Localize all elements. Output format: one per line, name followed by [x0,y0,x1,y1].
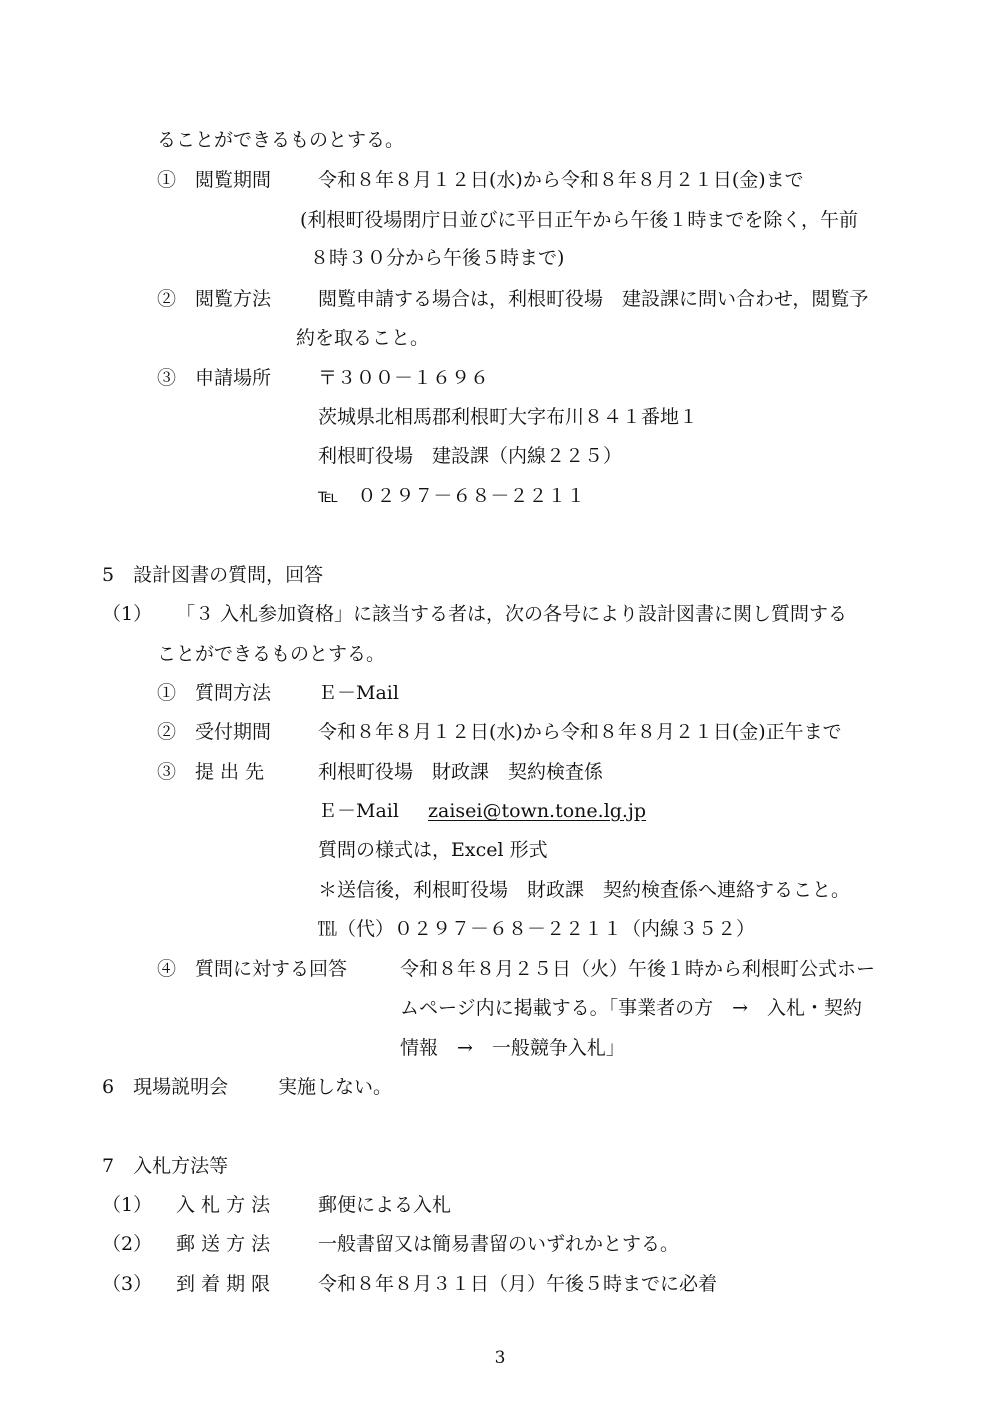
item-label: ① 質問方法 [157,682,272,704]
item-label: 入 札 方 法 [176,1194,271,1216]
text-line: ＊送信後，利根町役場 財政課 契約検査係へ連絡すること。 [318,879,851,901]
item-label: ④ 質問に対する回答 [157,958,348,980]
phone-line: ℡（代）０２９７－６８－２２１１（内線３５２） [318,918,756,940]
text-line: 質問の様式は，Excel 形式 [318,839,548,861]
address-line: 茨城県北相馬郡利根町大字布川８４１番地１ [318,406,699,428]
email-label: Ｅ－Mail [318,800,399,822]
item-value: 閲覧申請する場合は，利根町役場 建設課に問い合わせ，閲覧予 [318,288,869,310]
text-line: ることができるものとする。 [157,129,405,151]
postal-code: 〒３００－１６９６ [318,367,490,389]
item-label: ③ 提 出 先 [157,761,265,783]
subsection-number: （1） [102,603,153,625]
item-label: 到 着 期 限 [176,1273,271,1295]
item-label: 郵 送 方 法 [176,1233,271,1255]
item-label: ① 閲覧期間 [157,169,272,191]
item-value: 利根町役場 財政課 契約検査係 [318,761,604,783]
text-line: 「３ 入札参加資格」に該当する者は，次の各号により設計図書に関し質問する [176,603,848,625]
email-link[interactable]: zaisei@town.tone.lg.jp [428,800,647,822]
item-value: 令和８年８月２５日（火）午後１時から利根町公式ホー [400,958,876,980]
text-line: 約を取ること。 [296,327,430,349]
section-heading: 7 入札方法等 [102,1155,229,1177]
text-line: ムページ内に掲載する。「事業者の方 → 入札・契約 [400,997,863,1019]
item-value: 令和８年８月３１日（月）午後５時までに必着 [318,1273,718,1295]
item-label: ③ 申請場所 [157,367,272,389]
item-label: ② 受付期間 [157,721,272,743]
section-heading: 5 設計図書の質問，回答 [102,564,324,586]
subsection-number: （1） [102,1194,153,1216]
text-line: 情報 → 一般競争入札」 [400,1037,625,1059]
address-line: 利根町役場 建設課（内線２２５） [318,445,623,467]
item-value: 実施しない。 [278,1076,393,1098]
item-value: 郵便による入札 [318,1194,452,1216]
text-line: ことができるものとする。 [157,643,386,665]
subsection-number: （3） [102,1273,153,1295]
item-value: 令和８年８月１２日(水)から令和８年８月２１日(金)まで [318,169,804,191]
item-value: 一般書留又は簡易書留のいずれかとする。 [318,1233,680,1255]
text-line: (利根町役場閉庁日並びに平日正午から午後１時までを除く，午前 [300,209,859,231]
text-line: ８時３０分から午後５時まで) [310,247,565,269]
section-heading: 6 現場説明会 [102,1076,229,1098]
item-label: ② 閲覧方法 [157,288,272,310]
item-value: 令和８年８月１２日(水)から令和８年８月２１日(金)正午まで [318,721,842,743]
item-value: Ｅ－Mail [318,682,399,704]
page-number: 3 [494,1348,506,1368]
phone-line: ℡ ０２９７－６８－２２１１ [318,485,586,507]
subsection-number: （2） [102,1233,153,1255]
